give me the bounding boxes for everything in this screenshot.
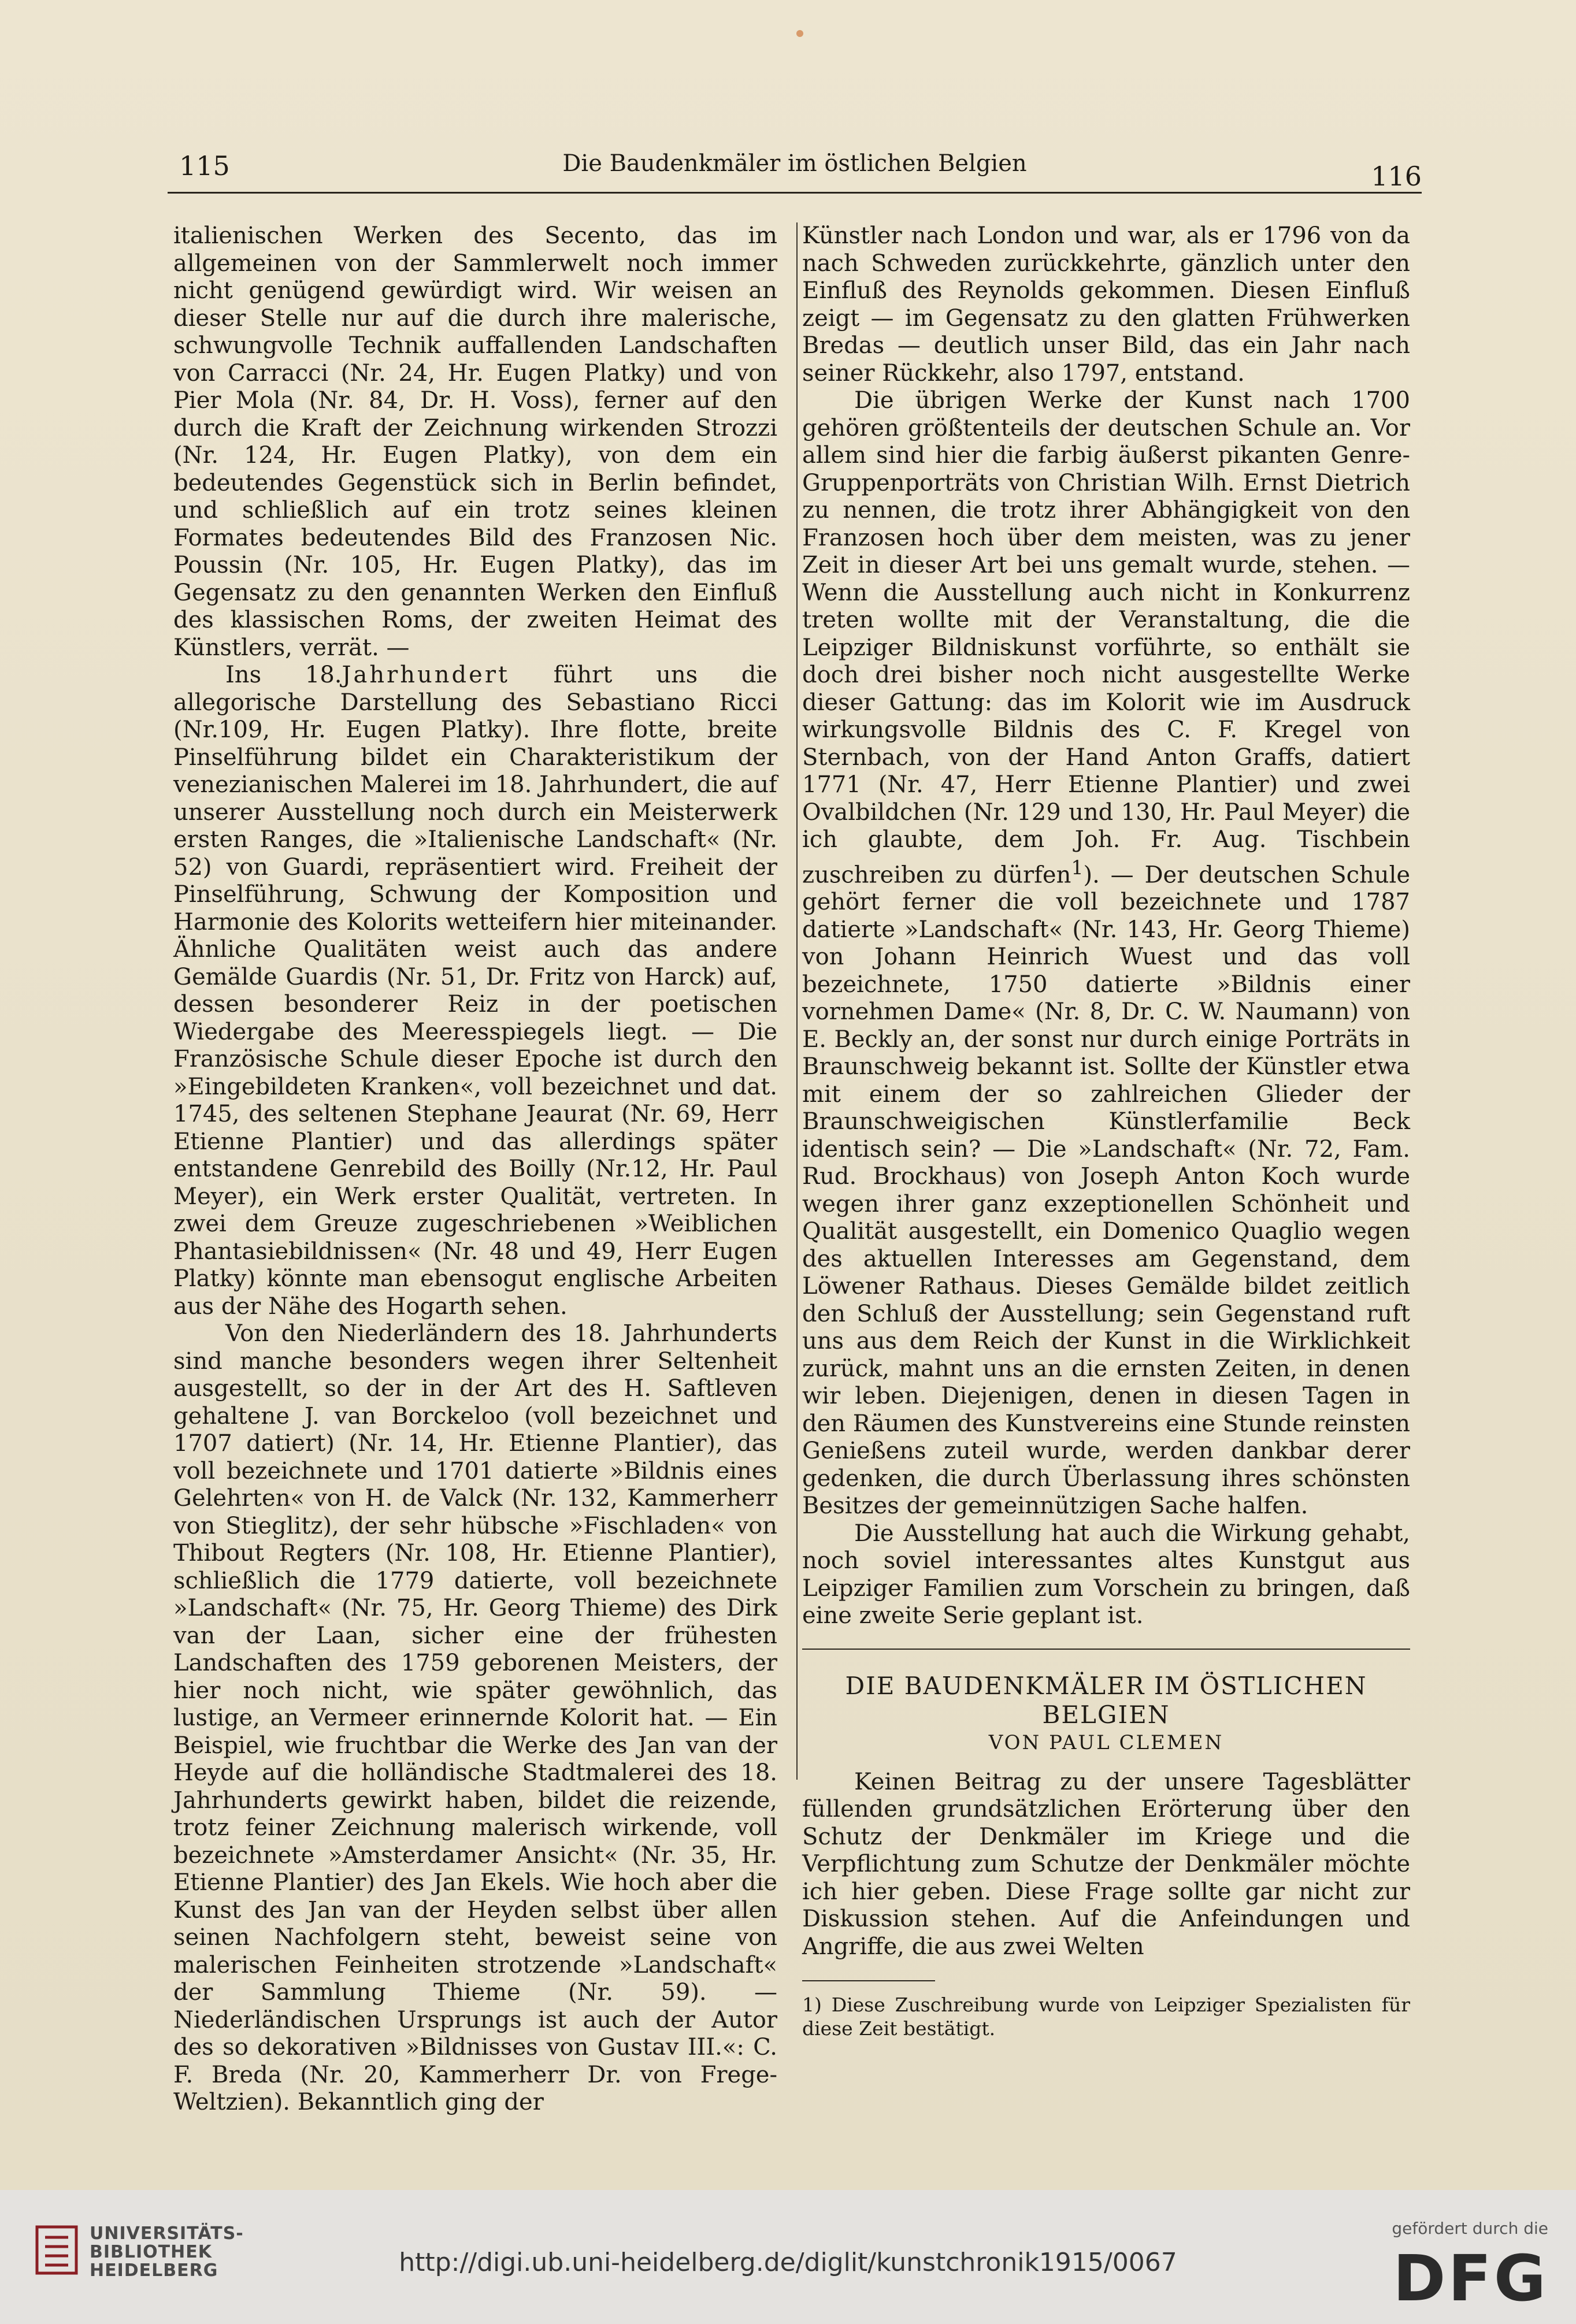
paragraph: Keinen Beitrag zu der unsere Tagesblätter füllenden grundsätzlichen Erörterung über den Schutz der Denkmäler im Kriege und die Verpflichtung zum Schutze der Denkmäler möchte ich hier geben. Diese Frage sollte gar nicht zur Diskussion stehen. Auf die Anfeindungen und Angriffe, die aus zwei Welten bbox=[802, 1768, 1410, 1960]
funding-caption: gefördert durch die bbox=[1392, 2219, 1548, 2238]
right-column bbox=[802, 222, 1410, 2040]
digitization-footer bbox=[0, 2190, 1576, 2324]
permalink-url[interactable]: http://digi.ub.uni-heidelberg.de/diglit/kunstchronik1915/0067 bbox=[399, 2248, 1177, 2277]
running-header bbox=[168, 150, 1422, 191]
column-divider bbox=[796, 222, 798, 1780]
spaced-text: Jahrhundert bbox=[342, 662, 510, 688]
library-name-line: HEIDELBERG bbox=[90, 2260, 218, 2281]
text-run: ). — Der deutschen Schule gehört ferner die voll bezeichnete und 1787 datierte »Landschaft« (Nr. 143, Hr. Georg Thieme) von Johann Heinrich Wuest und das voll bezeichnete, 1750 datierte »Bildnis einer vornehmen Dame« (Nr. 8, Dr. C. W. Naumann) von E. Beckly an, der sonst nur durch einige Porträts in Braunschweig bekannt ist. Sollte der Künstler etwa mit einem der so zahlreichen Glieder der Braunschweigischen Künstlerfamilie Beck identisch sein? — Die »Landschaft« (Nr. 72, Fam. Rud. Brockhaus) von Joseph Anton Koch wurde wegen ihrer ganz exzeptionellen Schönheit und Qualität ausgestellt, ein Domenico Quaglio wegen des aktuellen Interesses am Gegenstand, dem Löwener Rathaus. Dieses Gemälde bildet zeitlich den Schluß der Ausstellung; sein Gegenstand ruft uns aus dem Reich der Kunst in die Wirklichkeit zurück, mahnt uns an die ernsten Zeiten, in denen wir leben. Diejenigen, denen in diesen Tagen in den Räumen des Kunstvereins eine Stunde reinsten Genießens zuteil wurde, werden dankbar derer gedenken, die durch Überlassung ihres schönsten Besitzes der gemeinnützigen Sache halfen. bbox=[802, 861, 1410, 1520]
paragraph: Künstler nach London und war, als er 1796 von da nach Schweden zurückkehrte, gänzlich unter den Einfluß des Reynolds gekommen. Diesen Einfluß zeigt — im Gegensatz zu den glatten Frühwerken Bredas — deutlich unser Bild, das ein Jahr nach seiner Rückkehr, also 1797, entstand. bbox=[802, 222, 1410, 387]
dfg-logo: DFG bbox=[1393, 2241, 1548, 2315]
footnote-rule bbox=[802, 1980, 935, 1981]
header-rule bbox=[168, 192, 1422, 194]
running-title: Die Baudenkmäler im östlichen Belgien bbox=[562, 150, 1027, 177]
library-name-line: UNIVERSITÄTS- bbox=[90, 2223, 244, 2244]
article-title: DIE BAUDENKMÄLER IM ÖSTLICHEN BELGIEN bbox=[845, 1671, 1367, 1729]
text-run: Ins 18. bbox=[225, 662, 342, 688]
page-number-left: 115 bbox=[179, 150, 230, 181]
paragraph: Von den Niederländern des 18. Jahrhunderts sind manche besonders wegen ihrer Seltenheit ausgestellt, so der in der Art des H. Saftleven gehaltene J. van Borckeloo (voll bezeichnet und 1707 datiert) (Nr. 14, Hr. Etienne Plantier), das voll bezeichnete und 1701 datierte »Bildnis eines Gelehrten« von H. de Valck (Nr. 132, Kammerherr von Stieglitz), der sehr hübsche »Fischladen« von Thibout Regters (Nr. 108, Hr. Etienne Plantier), schließlich die 1779 datierte, voll bezeichnete »Landschaft« (Nr. 75, Hr. Georg Thieme) des Dirk van der Laan, sicher eine der frühesten Landschaften des 1759 geborenen Meisters, der hier noch nicht, wie später gewöhnlich, das lustige, an Vermeer erinnernde Kolorit hat. — Ein Beispiel, wie fruchtbar die Werke des Jan van der Heyde auf die holländische Stadtmalerei des 18. Jahrhunderts gewirkt haben, bildet die reizende, trotz feiner Zeichnung malerisch wirkende, voll bezeichnete »Amsterdamer Ansicht« (Nr. 35, Hr. Etienne Plantier) des Jan Ekels. Wie hoch aber die Kunst des Jan van der Heyden selbst über allen seinen Nachfolgern steht, beweist seine von malerischen Feinheiten strotzende »Landschaft« der Sammlung Thieme (Nr. 59). — Niederländischen Ursprungs ist auch der Autor des so dekorativen »Bildnisses von Gustav III.«: C. F. Breda (Nr. 20, Kammerherr Dr. von Frege-Weltzien). Bekanntlich ging der bbox=[173, 1320, 777, 2115]
library-name-line: BIBLIOTHEK bbox=[90, 2242, 212, 2262]
article-author: VON PAUL CLEMEN bbox=[988, 1731, 1224, 1754]
paragraph bbox=[802, 387, 1410, 1520]
footnote: 1) Diese Zuschreibung wurde von Leipziger Spezialisten für diese Zeit bestätigt. bbox=[802, 1993, 1410, 2040]
text-run: Die übrigen Werke der Kunst nach 1700 gehören größtenteils der deutschen Schule an. Vor allem sind hier die farbig äußerst pikanten Genre-Gruppenporträts von Christian Wilh. Ernst Dietrich zu nennen, die trotz ihrer Abhängigkeit von den Franzosen hoch über dem meisten, was zu jener Zeit in dieser Art bei uns gemalt wurde, stehen. — Wenn die Ausstellung auch nicht in Konkurrenz treten wollte mit der Veranstaltung, die die Leipziger Bildniskunst vorführte, so enthält sie doch drei bisher noch nicht ausgestellte Werke dieser Gattung: das im Kolorit wie im Ausdruck wirkungsvolle Bildnis des C. F. Kregel von Sternbach, von der Hand Anton Graffs, datiert 1771 (Nr. 47, Herr Etienne Plantier) und zwei Ovalbildchen (Nr. 129 und 130, Hr. Paul Meyer) die ich glaubte, dem Joh. Fr. Aug. Tischbein zuschreiben zu dürfen bbox=[802, 387, 1410, 888]
paragraph: Die Ausstellung hat auch die Wirkung gehabt, noch soviel interessantes altes Kunstgut aus Leipziger Familien zum Vorschein zu bringen, daß eine zweite Serie geplant ist. bbox=[802, 1520, 1410, 1629]
footnote-reference: 1 bbox=[1071, 856, 1084, 879]
text-run: führt uns die allegorische Darstellung des Sebastiano Ricci (Nr.109, Hr. Eugen Platky). Ihre flotte, breite Pinselführung bildet ein Charakteristikum der venezianischen Malerei im 18. Jahrhundert, die auf unserer Ausstellung noch durch ein Meisterwerk ersten Ranges, die »Italienische Landschaft« (Nr. 52) von Guardi, repräsentiert wird. Freiheit der Pinselführung, Schwung der Komposition und Harmonie des Kolorits wetteifern hier miteinander. Ähnliche Qualitäten weist auch das andere Gemälde Guardis (Nr. 51, Dr. Fritz von Harck) auf, dessen besonderer Reiz in der poetischen Wiedergabe des Meeresspiegels liegt. — Die Französische Schule dieser Epoche ist durch den »Eingebildeten Kranken«, voll bezeichnet und dat. 1745, des seltenen Stephane Jeaurat (Nr. 69, Herr Etienne Plantier) und das allerdings später entstandene Genrebild des Boilly (Nr.12, Hr. Paul Meyer), ein Werk erster Qualität, vertreten. In zwei dem Greuze zugeschriebenen »Weiblichen Phantasiebildnissen« (Nr. 48 und 49, Herr Eugen Platky) könnte man ebensogut englische Arbeiten aus der Nähe des Hogarth sehen. bbox=[173, 662, 777, 1320]
left-column bbox=[173, 222, 777, 2117]
ink-dot bbox=[796, 30, 803, 37]
paragraph bbox=[173, 662, 777, 1320]
page-number-right: 116 bbox=[1371, 161, 1422, 192]
paragraph: italienischen Werken des Secento, das im allgemeinen von der Sammlerwelt noch immer nicht genügend gewürdigt wird. Wir weisen an dieser Stelle nur auf die durch ihre malerische, schwungvolle Technik auffallenden Landschaften von Carracci (Nr. 24, Hr. Eugen Platky) und von Pier Mola (Nr. 84, Dr. H. Voss), ferner auf den durch die Kraft der Zeichnung wirkenden Strozzi (Nr. 124, Hr. Eugen Platky), von dem ein bedeutendes Gegenstück sich in Berlin befindet, und schließlich auf ein trotz seines kleinen Formates bedeutendes Bild des Franzosen Nic. Poussin (Nr. 105, Hr. Eugen Platky), das im Gegensatz zu den genannten Werken den Einfluß des klassischen Roms, der zweiten Heimat des Künstlers, verrät. — bbox=[173, 222, 777, 661]
section-rule bbox=[802, 1649, 1410, 1650]
